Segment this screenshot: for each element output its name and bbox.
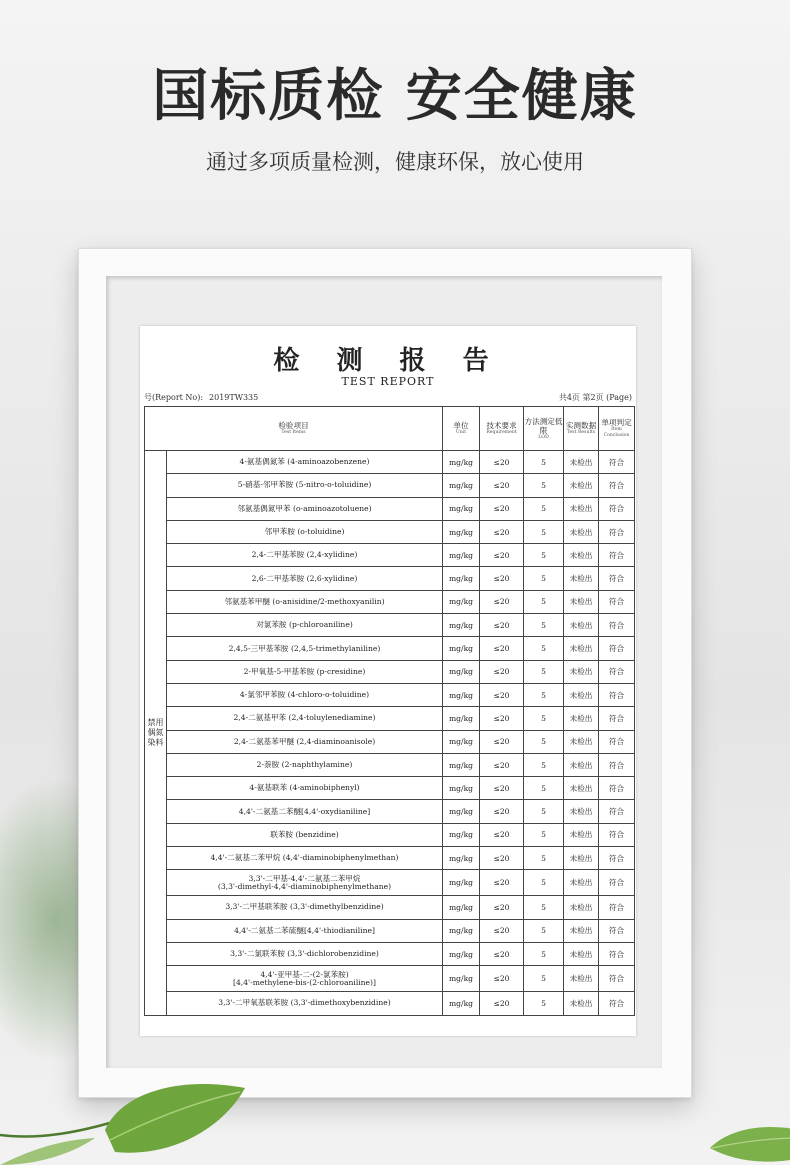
table-row bbox=[145, 614, 635, 637]
requirement-cell: ≤20 bbox=[480, 777, 524, 800]
page-info: 共4页 第2页 (Page) bbox=[558, 393, 632, 402]
lod-cell: 5 bbox=[524, 497, 564, 520]
conclusion-cell: 符合 bbox=[599, 497, 635, 520]
table-row bbox=[145, 823, 635, 846]
table-row bbox=[145, 567, 635, 590]
result-cell: 未检出 bbox=[564, 614, 599, 637]
table-row bbox=[145, 590, 635, 613]
test-item-line-2: [4,4'-methylene-bis-(2-chloroaniline)] bbox=[233, 977, 376, 987]
report-title-cn: 检 测 报 告 bbox=[273, 346, 503, 376]
conclusion-cell: 符合 bbox=[599, 590, 635, 613]
test-item-cell: 4,4'-二氨基二苯硫醚[4,4'-thiodianiline] bbox=[167, 919, 443, 942]
lod-cell: 5 bbox=[524, 520, 564, 543]
table-row bbox=[145, 966, 635, 992]
result-cell: 未检出 bbox=[564, 660, 599, 683]
unit-cell: mg/kg bbox=[443, 544, 480, 567]
conclusion-cell: 符合 bbox=[599, 637, 635, 660]
test-item-line-1: 4,4'-亚甲基-二-(2-氯苯胺) bbox=[260, 969, 349, 979]
test-item-cell: 3,3'-二氯联苯胺 (3,3'-dichlorobenzidine) bbox=[167, 942, 443, 965]
lod-cell: 5 bbox=[524, 800, 564, 823]
table-row bbox=[145, 707, 635, 730]
conclusion-cell: 符合 bbox=[599, 942, 635, 965]
requirement-cell: ≤20 bbox=[480, 823, 524, 846]
requirement-cell: ≤20 bbox=[480, 870, 524, 896]
test-item-cell: 邻氨基偶氮甲苯 (o-aminoazotoluene) bbox=[167, 497, 443, 520]
requirement-cell: ≤20 bbox=[480, 942, 524, 965]
table-row bbox=[145, 753, 635, 776]
lod-cell: 5 bbox=[524, 919, 564, 942]
page-headline: 国标质检 安全健康 bbox=[152, 64, 638, 129]
result-cell: 未检出 bbox=[564, 896, 599, 919]
category-cell: 禁用偶氮染料 bbox=[145, 451, 167, 1016]
result-cell: 未检出 bbox=[564, 520, 599, 543]
header-lod: 方法测定低限 LOD bbox=[524, 407, 564, 451]
conclusion-cell: 符合 bbox=[599, 870, 635, 896]
test-item-cell: 3,3'-二甲氧基联苯胺 (3,3'-dimethoxybenzidine) bbox=[167, 992, 443, 1015]
requirement-cell: ≤20 bbox=[480, 800, 524, 823]
result-cell: 未检出 bbox=[564, 590, 599, 613]
unit-cell: mg/kg bbox=[443, 777, 480, 800]
requirement-cell: ≤20 bbox=[480, 966, 524, 992]
unit-cell: mg/kg bbox=[443, 966, 480, 992]
conclusion-cell: 符合 bbox=[599, 730, 635, 753]
test-item-cell: 4,4'-二氨基二苯甲烷 (4,4'-diaminobiphenylmethan) bbox=[167, 847, 443, 870]
requirement-cell: ≤20 bbox=[480, 847, 524, 870]
conclusion-cell: 符合 bbox=[599, 614, 635, 637]
report-number-value: 2019TW335 bbox=[209, 393, 259, 402]
unit-cell: mg/kg bbox=[443, 683, 480, 706]
table-row bbox=[145, 451, 635, 474]
test-item-cell: 邻氨基苯甲醚 (o-anisidine/2-methoxyanilin) bbox=[167, 590, 443, 613]
result-cell: 未检出 bbox=[564, 474, 599, 497]
unit-cell: mg/kg bbox=[443, 942, 480, 965]
result-cell: 未检出 bbox=[564, 567, 599, 590]
lod-cell: 5 bbox=[524, 896, 564, 919]
header-requirement: 技术要求 Requirement bbox=[480, 407, 524, 451]
unit-cell: mg/kg bbox=[443, 847, 480, 870]
test-item-cell: 5-硝基-邻甲苯胺 (5-nitro-o-toluidine) bbox=[167, 474, 443, 497]
test-item-cell: 4-氨基联苯 (4-aminobiphenyl) bbox=[167, 777, 443, 800]
conclusion-cell: 符合 bbox=[599, 777, 635, 800]
result-cell: 未检出 bbox=[564, 497, 599, 520]
conclusion-cell: 符合 bbox=[599, 660, 635, 683]
requirement-cell: ≤20 bbox=[480, 451, 524, 474]
result-cell: 未检出 bbox=[564, 800, 599, 823]
requirement-cell: ≤20 bbox=[480, 683, 524, 706]
result-cell: 未检出 bbox=[564, 992, 599, 1015]
result-cell: 未检出 bbox=[564, 870, 599, 896]
green-leaf-small bbox=[700, 1118, 790, 1165]
requirement-cell: ≤20 bbox=[480, 730, 524, 753]
table-row bbox=[145, 683, 635, 706]
table-row bbox=[145, 919, 635, 942]
unit-cell: mg/kg bbox=[443, 800, 480, 823]
report-table-header bbox=[145, 407, 635, 451]
test-item-cell: 对氯苯胺 (p-chloroaniline) bbox=[167, 614, 443, 637]
conclusion-cell: 符合 bbox=[599, 823, 635, 846]
result-cell: 未检出 bbox=[564, 451, 599, 474]
conclusion-cell: 符合 bbox=[599, 707, 635, 730]
lod-cell: 5 bbox=[524, 614, 564, 637]
conclusion-cell: 符合 bbox=[599, 992, 635, 1015]
unit-cell: mg/kg bbox=[443, 497, 480, 520]
table-row bbox=[145, 497, 635, 520]
requirement-cell: ≤20 bbox=[480, 520, 524, 543]
report-table bbox=[144, 406, 635, 1016]
result-cell: 未检出 bbox=[564, 919, 599, 942]
test-item-line-2: (3,3'-dimethyl-4,4'-diaminobiphenylmethane) bbox=[217, 881, 392, 891]
result-cell: 未检出 bbox=[564, 753, 599, 776]
unit-cell: mg/kg bbox=[443, 707, 480, 730]
requirement-cell: ≤20 bbox=[480, 660, 524, 683]
unit-cell: mg/kg bbox=[443, 451, 480, 474]
report-number-label: 号(Report No): bbox=[144, 393, 204, 402]
test-item-cell: 2,4-二甲基苯胺 (2,4-xylidine) bbox=[167, 544, 443, 567]
test-item-cell: 邻甲苯胺 (o-toluidine) bbox=[167, 520, 443, 543]
test-item-cell: 2-萘胺 (2-naphthylamine) bbox=[167, 753, 443, 776]
table-row bbox=[145, 992, 635, 1015]
unit-cell: mg/kg bbox=[443, 590, 480, 613]
unit-cell: mg/kg bbox=[443, 614, 480, 637]
conclusion-cell: 符合 bbox=[599, 847, 635, 870]
lod-cell: 5 bbox=[524, 637, 564, 660]
result-cell: 未检出 bbox=[564, 707, 599, 730]
conclusion-cell: 符合 bbox=[599, 966, 635, 992]
conclusion-cell: 符合 bbox=[599, 919, 635, 942]
unit-cell: mg/kg bbox=[443, 896, 480, 919]
requirement-cell: ≤20 bbox=[480, 919, 524, 942]
test-report-document bbox=[140, 326, 636, 1036]
unit-cell: mg/kg bbox=[443, 567, 480, 590]
report-number bbox=[144, 392, 258, 403]
result-cell: 未检出 bbox=[564, 544, 599, 567]
table-row bbox=[145, 544, 635, 567]
lod-cell: 5 bbox=[524, 730, 564, 753]
table-row bbox=[145, 942, 635, 965]
lod-cell: 5 bbox=[524, 823, 564, 846]
report-title-en: TEST REPORT bbox=[341, 375, 435, 388]
requirement-cell: ≤20 bbox=[480, 896, 524, 919]
test-item-cell: 2,4-二氨基甲苯 (2,4-toluylenediamine) bbox=[167, 707, 443, 730]
test-item-cell: 4-氨基偶氮苯 (4-aminoazobenzene) bbox=[167, 451, 443, 474]
conclusion-cell: 符合 bbox=[599, 800, 635, 823]
conclusion-cell: 符合 bbox=[599, 544, 635, 567]
test-item-line-1: 3,3'-二甲基-4,4'-二氨基二苯甲烷 bbox=[248, 873, 361, 883]
lod-cell: 5 bbox=[524, 660, 564, 683]
test-item-cell: 2,4,5-三甲基苯胺 (2,4,5-trimethylaniline) bbox=[167, 637, 443, 660]
requirement-cell: ≤20 bbox=[480, 707, 524, 730]
unit-cell: mg/kg bbox=[443, 730, 480, 753]
header-unit: 单位 Unit bbox=[443, 407, 480, 451]
result-cell: 未检出 bbox=[564, 730, 599, 753]
table-row bbox=[145, 730, 635, 753]
table-row bbox=[145, 800, 635, 823]
page-subheadline: 通过多项质量检测，健康环保，放心使用 bbox=[206, 150, 584, 174]
header-conclusion: 单项判定 Item Conclusion bbox=[599, 407, 635, 451]
conclusion-cell: 符合 bbox=[599, 753, 635, 776]
test-item-cell: 3,3'-二甲基联苯胺 (3,3'-dimethylbenzidine) bbox=[167, 896, 443, 919]
requirement-cell: ≤20 bbox=[480, 474, 524, 497]
header-test-results: 实测数据 Test Results bbox=[564, 407, 599, 451]
table-row bbox=[145, 660, 635, 683]
result-cell: 未检出 bbox=[564, 942, 599, 965]
lod-cell: 5 bbox=[524, 474, 564, 497]
unit-cell: mg/kg bbox=[443, 823, 480, 846]
result-cell: 未检出 bbox=[564, 847, 599, 870]
test-item-cell: 4-氯邻甲苯胺 (4-chloro-o-toluidine) bbox=[167, 683, 443, 706]
table-row bbox=[145, 896, 635, 919]
lod-cell: 5 bbox=[524, 966, 564, 992]
lod-cell: 5 bbox=[524, 707, 564, 730]
lod-cell: 5 bbox=[524, 683, 564, 706]
lod-cell: 5 bbox=[524, 753, 564, 776]
conclusion-cell: 符合 bbox=[599, 683, 635, 706]
requirement-cell: ≤20 bbox=[480, 544, 524, 567]
conclusion-cell: 符合 bbox=[599, 896, 635, 919]
lod-cell: 5 bbox=[524, 847, 564, 870]
result-cell: 未检出 bbox=[564, 777, 599, 800]
unit-cell: mg/kg bbox=[443, 637, 480, 660]
lod-cell: 5 bbox=[524, 777, 564, 800]
requirement-cell: ≤20 bbox=[480, 992, 524, 1015]
conclusion-cell: 符合 bbox=[599, 474, 635, 497]
requirement-cell: ≤20 bbox=[480, 567, 524, 590]
lod-cell: 5 bbox=[524, 567, 564, 590]
requirement-cell: ≤20 bbox=[480, 637, 524, 660]
unit-cell: mg/kg bbox=[443, 753, 480, 776]
test-item-cell: 2,6-二甲基苯胺 (2,6-xylidine) bbox=[167, 567, 443, 590]
green-leaf-decoration bbox=[0, 1040, 260, 1165]
conclusion-cell: 符合 bbox=[599, 520, 635, 543]
test-item-cell: 联苯胺 (benzidine) bbox=[167, 823, 443, 846]
requirement-cell: ≤20 bbox=[480, 753, 524, 776]
result-cell: 未检出 bbox=[564, 683, 599, 706]
test-item-cell bbox=[167, 870, 443, 896]
requirement-cell: ≤20 bbox=[480, 497, 524, 520]
result-cell: 未检出 bbox=[564, 966, 599, 992]
test-item-cell: 4,4'-二氨基二苯醚[4,4'-oxydianiline] bbox=[167, 800, 443, 823]
test-item-cell bbox=[167, 966, 443, 992]
lod-cell: 5 bbox=[524, 451, 564, 474]
lod-cell: 5 bbox=[524, 992, 564, 1015]
result-cell: 未检出 bbox=[564, 823, 599, 846]
conclusion-cell: 符合 bbox=[599, 451, 635, 474]
lod-cell: 5 bbox=[524, 942, 564, 965]
lod-cell: 5 bbox=[524, 590, 564, 613]
requirement-cell: ≤20 bbox=[480, 590, 524, 613]
lod-cell: 5 bbox=[524, 870, 564, 896]
test-item-cell: 2,4-二氨基苯甲醚 (2,4-diaminoanisole) bbox=[167, 730, 443, 753]
header-test-items: 检验项目 Test Items bbox=[145, 407, 443, 451]
table-row bbox=[145, 520, 635, 543]
unit-cell: mg/kg bbox=[443, 520, 480, 543]
table-row bbox=[145, 870, 635, 896]
test-item-cell: 2-甲氧基-5-甲基苯胺 (p-cresidine) bbox=[167, 660, 443, 683]
unit-cell: mg/kg bbox=[443, 660, 480, 683]
table-row bbox=[145, 847, 635, 870]
result-cell: 未检出 bbox=[564, 637, 599, 660]
table-row bbox=[145, 474, 635, 497]
conclusion-cell: 符合 bbox=[599, 567, 635, 590]
table-row bbox=[145, 777, 635, 800]
requirement-cell: ≤20 bbox=[480, 614, 524, 637]
lod-cell: 5 bbox=[524, 544, 564, 567]
unit-cell: mg/kg bbox=[443, 474, 480, 497]
unit-cell: mg/kg bbox=[443, 992, 480, 1015]
unit-cell: mg/kg bbox=[443, 870, 480, 896]
table-row bbox=[145, 637, 635, 660]
unit-cell: mg/kg bbox=[443, 919, 480, 942]
